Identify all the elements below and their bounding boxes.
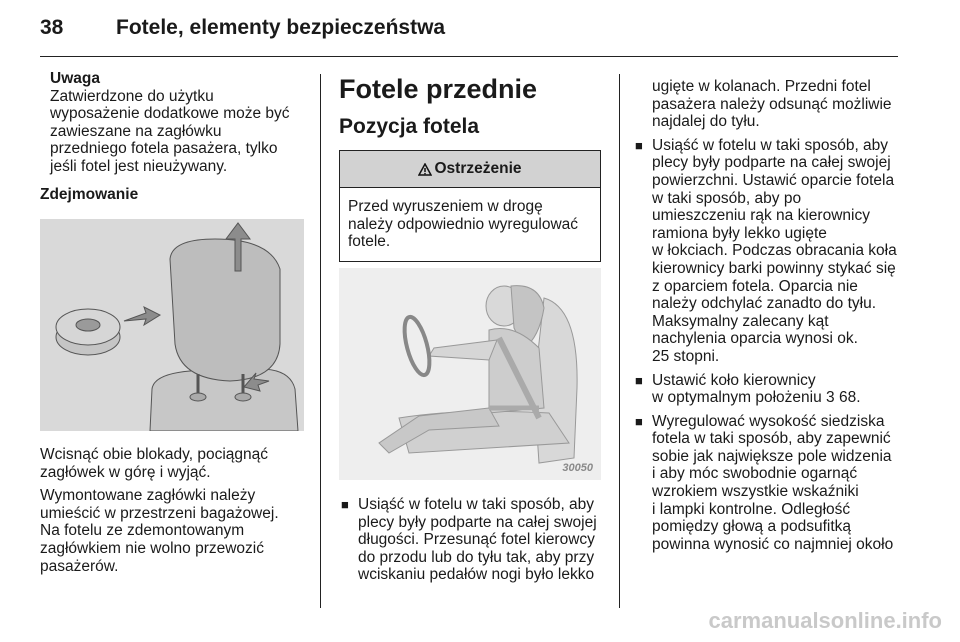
bullet-square-icon: ■ xyxy=(635,413,643,429)
list-line: wzrokiem wszystkie wskaźniki xyxy=(652,483,859,501)
list-line: ramiona były lekko ugięte xyxy=(652,224,827,242)
warning-triangle-icon xyxy=(418,163,432,176)
bullet-square-icon: ■ xyxy=(635,137,643,153)
list-line: powierzchni. Ustawić oparcie fotela xyxy=(652,171,895,189)
page-header-title: Fotele, elementy bezpieczeństwa xyxy=(116,16,446,39)
headrest-drawing xyxy=(40,219,304,431)
list-line: kierownicy barki powinny stykać się xyxy=(652,259,896,277)
list-line: do przodu lub do tyłu tak, aby przy xyxy=(358,548,595,566)
list-line: Wyregulować wysokość siedziska xyxy=(652,412,885,430)
list-item xyxy=(633,413,908,554)
list-line: sobie jak największe pole widzenia xyxy=(652,447,892,465)
list-item xyxy=(633,137,908,366)
list-line: plecy były podparte na całej swojej xyxy=(652,154,891,172)
paragraph-line: najdalej do tyłu. xyxy=(652,113,760,131)
list-line: Ustawić koło kierownicy xyxy=(652,371,816,389)
note-line: zawieszane na zagłówku xyxy=(50,122,222,140)
note-line: Zatwierdzone do użytku xyxy=(50,87,214,105)
column-divider-1 xyxy=(320,74,321,608)
note-title: Uwaga xyxy=(50,70,100,87)
bullet-square-icon: ■ xyxy=(341,497,349,512)
headrest-illustration xyxy=(40,219,304,431)
driver-seat-drawing xyxy=(339,268,601,480)
list-item xyxy=(633,372,908,407)
list-line: fotela w taki sposób, aby zapewnić xyxy=(652,430,891,448)
list-line: i aby móc swobodnie ogarnąć xyxy=(652,465,858,483)
warning-box xyxy=(339,150,601,262)
list-line: nachylenia oparcia wynosi ok. xyxy=(652,330,858,348)
warning-line: fotele. xyxy=(348,233,391,251)
paragraph-line: ugięte w kolanach. Przedni fotel xyxy=(652,78,871,95)
list-line: i lampki kontrolne. Odległość xyxy=(652,500,851,518)
list-line: w łokciach. Podczas obracania koła xyxy=(652,242,897,260)
list-line: Usiąść w fotelu w taki sposób, aby xyxy=(652,136,889,154)
list-line: w taki sposób, aby po xyxy=(652,189,802,207)
warning-body xyxy=(340,188,600,261)
paragraph-line: zagłówek w górę i wyjąć. xyxy=(40,463,211,481)
paragraph-line: Wcisnąć obie blokady, pociągnąć xyxy=(40,446,269,463)
column-divider-2 xyxy=(619,74,620,608)
watermark: carmanualsonline.info xyxy=(708,608,942,633)
header-rule xyxy=(40,56,898,57)
seat-position-illustration xyxy=(339,268,601,480)
column-3 xyxy=(633,78,908,553)
note-line: przedniego fotela pasażera, tylko xyxy=(50,140,278,158)
list-line: długości. Przesunąć fotel kierowcy xyxy=(358,531,595,549)
figure-code: 30050 xyxy=(562,462,593,474)
paragraph-line: zagłówkiem nie wolno przewozić xyxy=(40,539,264,557)
list-line: umieszczeniu rąk na kierownicy xyxy=(652,207,870,225)
page-number: 38 xyxy=(40,16,64,39)
warning-label: Ostrzeżenie xyxy=(434,160,522,178)
note-block xyxy=(40,70,310,176)
list-line: powinna wynosić co najmniej około xyxy=(652,535,894,553)
column-2-lower xyxy=(339,496,607,584)
warning-line: Przed wyruszeniem w drogę xyxy=(348,198,543,215)
column-1-lower xyxy=(40,446,310,575)
note-line: wyposażenie dodatkowe może być xyxy=(50,105,290,123)
list-line: wciskaniu pedałów nogi było lekko xyxy=(358,566,595,584)
warning-header xyxy=(340,151,600,188)
list-line: Maksymalny zalecany kąt xyxy=(652,312,829,330)
list-line: 25 stopni. xyxy=(652,347,720,365)
page-reference-line[interactable]: w optymalnym położeniu 3 68. xyxy=(652,389,861,407)
list-line: pomiędzy głową a podsufitką xyxy=(652,518,852,536)
section-title: Fotele przednie xyxy=(339,74,538,104)
continued-text xyxy=(633,78,908,131)
paragraph-line: Wymontowane zagłówki należy xyxy=(40,487,256,505)
bullet-square-icon: ■ xyxy=(635,372,643,388)
subsection-title: Pozycja fotela xyxy=(339,115,480,138)
paragraph-line: pasażera należy odsunąć możliwie xyxy=(652,95,892,113)
column-2 xyxy=(339,74,601,262)
paragraph-line: umieścić w przestrzeni bagażowej. xyxy=(40,504,279,522)
note-line: jeśli fotel jest nieużywany. xyxy=(50,157,228,175)
list-line: plecy były podparte na całej swojej xyxy=(358,513,597,531)
list-item xyxy=(339,496,607,584)
list-line: należy odchylać zanadto do tyłu. xyxy=(652,295,877,313)
list-line: Usiąść w fotelu w taki sposób, aby xyxy=(358,496,595,513)
section-heading: Zdejmowanie xyxy=(40,185,139,203)
paragraph-line: pasażerów. xyxy=(40,557,119,575)
column-1 xyxy=(40,70,310,203)
warning-line: należy odpowiednio wyregulować xyxy=(348,215,579,233)
paragraph-line: Na fotelu ze zdemontowanym xyxy=(40,522,245,540)
list-line: z oparciem fotela. Oparcia nie xyxy=(652,277,858,295)
